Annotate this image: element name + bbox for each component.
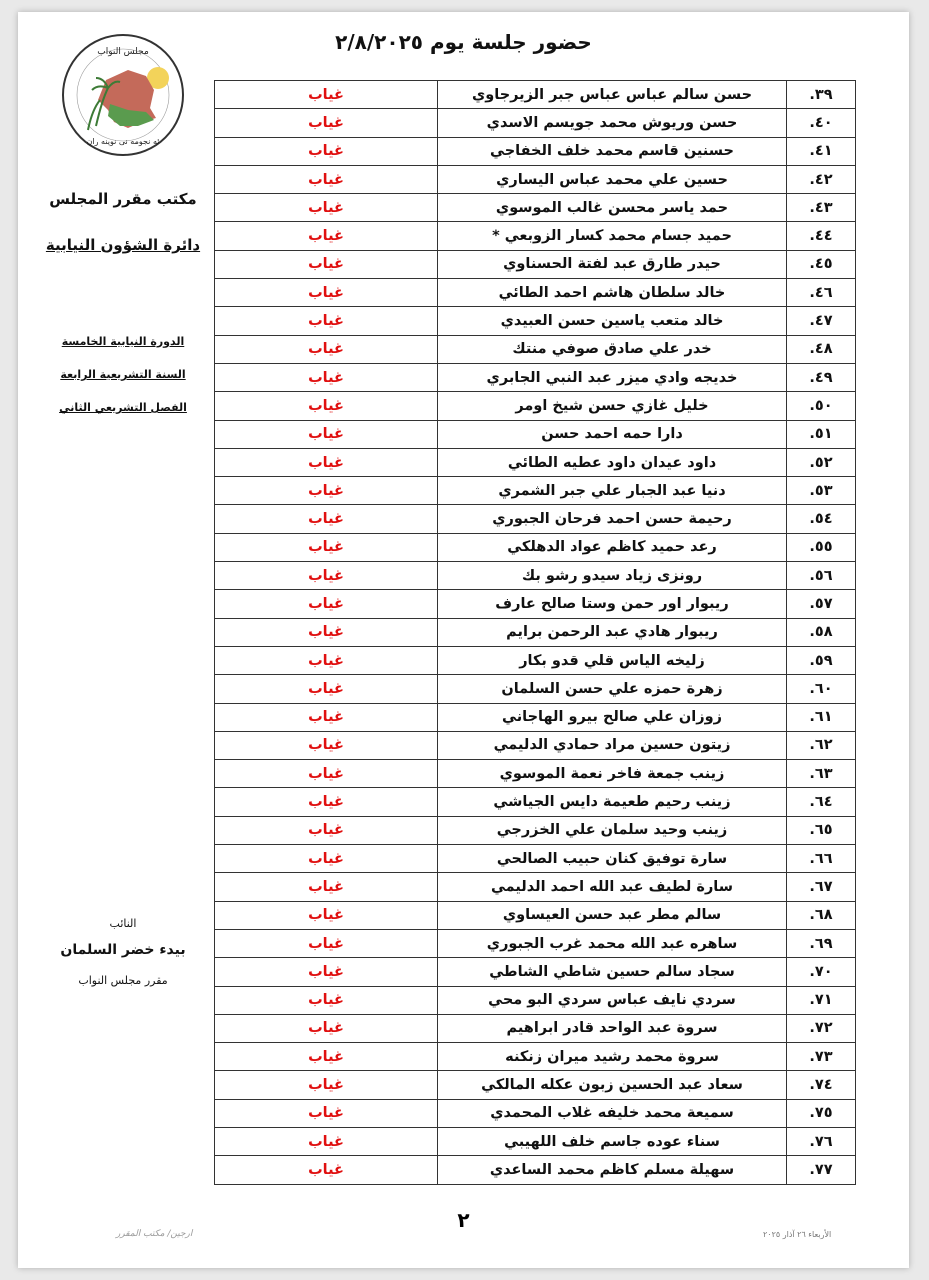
- member-name: ساهره عبد الله محمد غرب الجبوري: [438, 929, 787, 957]
- attendance-status: غياب: [215, 646, 438, 674]
- table-row: [215, 250, 856, 278]
- member-name: حميد جسام محمد كسار الزوبعي *: [438, 222, 787, 250]
- table-row: [215, 958, 856, 986]
- row-number: ٧٠.: [787, 958, 856, 986]
- table-row: [215, 1014, 856, 1042]
- attendance-status: غياب: [215, 392, 438, 420]
- table-row: [215, 1071, 856, 1099]
- attendance-status: غياب: [215, 1071, 438, 1099]
- signer-role: مقرر مجلس النواب: [78, 974, 168, 987]
- table-row: [215, 222, 856, 250]
- table-row: [215, 675, 856, 703]
- row-number: ٧٧.: [787, 1156, 856, 1184]
- member-name: دارا حمه احمد حسن: [438, 420, 787, 448]
- member-name: سعاد عبد الحسين زبون عكله المالكي: [438, 1071, 787, 1099]
- member-name: خالد متعب ياسين حسن العبيدي: [438, 307, 787, 335]
- attendance-status: غياب: [215, 363, 438, 391]
- attendance-status: غياب: [215, 873, 438, 901]
- attendance-status: غياب: [215, 731, 438, 759]
- table-row: [215, 533, 856, 561]
- member-name: دنيا عبد الجبار علي جبر الشمري: [438, 477, 787, 505]
- attendance-status: غياب: [215, 307, 438, 335]
- row-number: ٦٩.: [787, 929, 856, 957]
- member-name: سردي نايف عباس سردي البو محي: [438, 986, 787, 1014]
- table-row: [215, 279, 856, 307]
- department-heading: دائرة الشؤون النيابية: [45, 236, 201, 254]
- member-name: زوزان علي صالح بيرو الهاجاني: [438, 703, 787, 731]
- member-name: رونزى زياد سيدو رشو بك: [438, 562, 787, 590]
- table-row: [215, 307, 856, 335]
- row-number: ٣٩.: [787, 81, 856, 109]
- row-number: ٤٧.: [787, 307, 856, 335]
- member-name: خليل غازي حسن شيخ اومر: [438, 392, 787, 420]
- row-number: ٧٢.: [787, 1014, 856, 1042]
- table-row: [215, 646, 856, 674]
- attendance-status: غياب: [215, 958, 438, 986]
- document-page: [18, 12, 909, 1268]
- member-name: حسين علي محمد عباس اليساري: [438, 165, 787, 193]
- attendance-status: غياب: [215, 816, 438, 844]
- table-row: [215, 1099, 856, 1127]
- table-row: [215, 505, 856, 533]
- table-row: [215, 760, 856, 788]
- table-row: [215, 137, 856, 165]
- table-row: [215, 392, 856, 420]
- member-name: سجاد سالم حسين شاطي الشاطي: [438, 958, 787, 986]
- row-number: ٥٤.: [787, 505, 856, 533]
- row-number: ٦٨.: [787, 901, 856, 929]
- attendance-status: غياب: [215, 788, 438, 816]
- attendance-status: غياب: [215, 618, 438, 646]
- footer-note-right: الأربعاء ٢٦ آذار ٢٠٢٥: [763, 1230, 832, 1239]
- row-number: ٧٤.: [787, 1071, 856, 1099]
- table-row: [215, 731, 856, 759]
- table-row: [215, 562, 856, 590]
- member-name: ريبوار اور حمن وستا صالح عارف: [438, 590, 787, 618]
- office-heading: مكتب مقرر المجلس: [49, 190, 197, 208]
- row-number: ٥٣.: [787, 477, 856, 505]
- table-row: [215, 1043, 856, 1071]
- row-number: ٦٦.: [787, 845, 856, 873]
- signer-name: بيدء خضر السلمان: [60, 942, 186, 958]
- member-name: زينب وحيد سلمان علي الخزرجي: [438, 816, 787, 844]
- attendance-status: غياب: [215, 1156, 438, 1184]
- row-number: ٥٢.: [787, 448, 856, 476]
- table-row: [215, 929, 856, 957]
- member-name: سميعة محمد خليفه غلاب المحمدي: [438, 1099, 787, 1127]
- attendance-status: غياب: [215, 929, 438, 957]
- attendance-status: غياب: [215, 279, 438, 307]
- row-number: ٤٦.: [787, 279, 856, 307]
- attendance-status: غياب: [215, 420, 438, 448]
- row-number: ٧١.: [787, 986, 856, 1014]
- member-name: خالد سلطان هاشم احمد الطائي: [438, 279, 787, 307]
- attendance-status: غياب: [215, 760, 438, 788]
- attendance-status: غياب: [215, 901, 438, 929]
- page-title: حضور جلسة يوم ٢/٨/٢٠٢٥: [335, 30, 592, 54]
- attendance-status: غياب: [215, 137, 438, 165]
- row-number: ٦١.: [787, 703, 856, 731]
- row-number: ٤٨.: [787, 335, 856, 363]
- table-row: [215, 448, 856, 476]
- member-name: خدر علي صادق صوفي منتك: [438, 335, 787, 363]
- member-name: حسن وريوش محمد جويسم الاسدي: [438, 109, 787, 137]
- row-number: ٤٠.: [787, 109, 856, 137]
- member-name: ريبوار هادي عبد الرحمن برايم: [438, 618, 787, 646]
- table-row: [215, 363, 856, 391]
- table-row: [215, 618, 856, 646]
- attendance-status: غياب: [215, 194, 438, 222]
- row-number: ٥١.: [787, 420, 856, 448]
- attendance-status: غياب: [215, 845, 438, 873]
- table-row: [215, 816, 856, 844]
- table-row: [215, 590, 856, 618]
- member-name: سهيلة مسلم كاظم محمد الساعدي: [438, 1156, 787, 1184]
- member-name: سروة عبد الواحد قادر ابراهيم: [438, 1014, 787, 1042]
- attendance-status: غياب: [215, 335, 438, 363]
- attendance-status: غياب: [215, 703, 438, 731]
- attendance-status: غياب: [215, 675, 438, 703]
- attendance-status: غياب: [215, 505, 438, 533]
- row-number: ٧٦.: [787, 1127, 856, 1155]
- member-name: زيتون حسين مراد حمادي الدليمي: [438, 731, 787, 759]
- member-name: حسن سالم عباس عباس جبر الزيرجاوي: [438, 81, 787, 109]
- row-number: ٥٩.: [787, 646, 856, 674]
- table-row: [215, 420, 856, 448]
- attendance-status: غياب: [215, 986, 438, 1014]
- table-row: [215, 165, 856, 193]
- member-name: زهرة حمزه علي حسن السلمان: [438, 675, 787, 703]
- page-number: ٢: [457, 1208, 470, 1232]
- table-row: [215, 788, 856, 816]
- table-row: [215, 335, 856, 363]
- member-name: حيدر طارق عبد لفتة الحسناوي: [438, 250, 787, 278]
- attendance-status: غياب: [215, 250, 438, 278]
- member-name: حمد ياسر محسن غالب الموسوي: [438, 194, 787, 222]
- attendance-status: غياب: [215, 590, 438, 618]
- attendance-status: غياب: [215, 165, 438, 193]
- row-number: ٦٢.: [787, 731, 856, 759]
- row-number: ٥٥.: [787, 533, 856, 561]
- member-name: حسنين قاسم محمد خلف الخفاجي: [438, 137, 787, 165]
- attendance-status: غياب: [215, 1043, 438, 1071]
- row-number: ٥٦.: [787, 562, 856, 590]
- table-row: [215, 873, 856, 901]
- term-line-1: الدورة النيابية الخامسة: [61, 335, 185, 348]
- term-line-3: الفصل التشريعي الثاني: [59, 401, 187, 414]
- attendance-status: غياب: [215, 1014, 438, 1042]
- logo-top-text: مجلس النواب: [97, 47, 149, 57]
- attendance-status: غياب: [215, 1099, 438, 1127]
- table-row: [215, 703, 856, 731]
- member-name: رحيمة حسن احمد فرحان الجبوري: [438, 505, 787, 533]
- row-number: ٥٧.: [787, 590, 856, 618]
- table-row: [215, 81, 856, 109]
- table-row: [215, 477, 856, 505]
- row-number: ٤١.: [787, 137, 856, 165]
- table-row: [215, 194, 856, 222]
- term-line-2: السنة التشريعية الرابعة: [60, 368, 186, 381]
- table-row: [215, 986, 856, 1014]
- row-number: ٧٣.: [787, 1043, 856, 1071]
- footer-note-left: ارجين/ مكتب المقرر: [116, 1229, 193, 1239]
- attendance-status: غياب: [215, 81, 438, 109]
- attendance-status: غياب: [215, 562, 438, 590]
- row-number: ٤٢.: [787, 165, 856, 193]
- table-row: [215, 901, 856, 929]
- member-name: سارة لطيف عبد الله احمد الدليمي: [438, 873, 787, 901]
- member-name: سالم مطر عبد حسن العيساوي: [438, 901, 787, 929]
- row-number: ٦٣.: [787, 760, 856, 788]
- row-number: ٤٩.: [787, 363, 856, 391]
- row-number: ٦٤.: [787, 788, 856, 816]
- attendance-status: غياب: [215, 109, 438, 137]
- row-number: ٤٣.: [787, 194, 856, 222]
- attendance-status: غياب: [215, 1127, 438, 1155]
- row-number: ٦٠.: [787, 675, 856, 703]
- row-number: ٥٠.: [787, 392, 856, 420]
- parliament-logo-icon: [58, 30, 188, 160]
- row-number: ٤٤.: [787, 222, 856, 250]
- member-name: سناء عوده جاسم خلف اللهيبي: [438, 1127, 787, 1155]
- row-number: ٤٥.: [787, 250, 856, 278]
- logo-bottom-text: ئه نجومه نی نوینه ران: [86, 137, 160, 146]
- row-number: ٥٨.: [787, 618, 856, 646]
- member-name: زينب رحيم طعيمة دايس الجياشي: [438, 788, 787, 816]
- member-name: سروة محمد رشيد ميران زنكنه: [438, 1043, 787, 1071]
- table-row: [215, 109, 856, 137]
- attendance-status: غياب: [215, 533, 438, 561]
- table-row: [215, 845, 856, 873]
- table-row: [215, 1127, 856, 1155]
- row-number: ٦٧.: [787, 873, 856, 901]
- attendance-status: غياب: [215, 222, 438, 250]
- row-number: ٦٥.: [787, 816, 856, 844]
- deputy-label: النائب: [109, 917, 137, 930]
- member-name: سارة توفيق كنان حبيب الصالحي: [438, 845, 787, 873]
- member-name: خديجه وادي ميزر عبد النبي الجابري: [438, 363, 787, 391]
- member-name: زينب جمعة فاخر نعمة الموسوي: [438, 760, 787, 788]
- row-number: ٧٥.: [787, 1099, 856, 1127]
- member-name: داود عيدان داود عطيه الطائي: [438, 448, 787, 476]
- attendance-status: غياب: [215, 448, 438, 476]
- member-name: زليخه الياس قلي قدو بكار: [438, 646, 787, 674]
- member-name: رعد حميد كاظم عواد الدهلكي: [438, 533, 787, 561]
- attendance-table: [214, 80, 856, 1185]
- attendance-status: غياب: [215, 477, 438, 505]
- table-row: [215, 1156, 856, 1184]
